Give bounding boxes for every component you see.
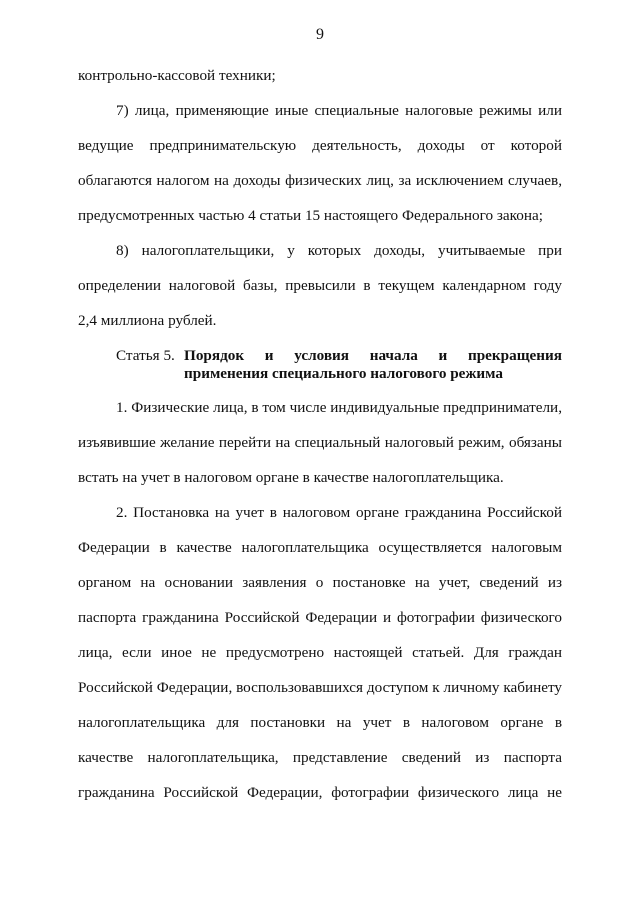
text-line: 2,4 миллиона рублей. [78, 312, 217, 329]
text-line: встать на учет в налоговом органе в качестве налогоплательщика. [78, 469, 504, 486]
text-line: облагаются налогом на доходы физических лиц, за исключением случаев, [78, 172, 562, 189]
text-line: 1. Физические лица, в том числе индивидуальные предприниматели, [116, 399, 562, 416]
text-line: Российской Федерации, воспользовавшихся доступом к личному кабинету [78, 679, 562, 696]
text-line: Федерации в качестве налогоплательщика осуществляется налоговым [78, 539, 562, 556]
text-line: ведущие предпринимательскую деятельность, доходы от которой [78, 137, 562, 154]
page-number: 9 [316, 26, 324, 43]
text-line: 8) налогоплательщики, у которых доходы, учитываемые при [116, 242, 562, 259]
text-line: качестве налогоплательщика, представление сведений из паспорта [78, 749, 562, 766]
article-title-line: Порядок и условия начала и прекращения [184, 347, 562, 364]
text-line: контрольно-кассовой техники; [78, 67, 276, 84]
text-line: 7) лица, применяющие иные специальные налоговые режимы или [116, 102, 562, 119]
article-title-line: применения специального налогового режима [184, 365, 504, 382]
text-line: органом на основании заявления о постановке на учет, сведений из [78, 574, 562, 591]
text-line: лица, если иное не предусмотрено настоящей статьей. Для граждан [78, 644, 562, 661]
text-line: 2. Постановка на учет в налоговом органе гражданина Российской [116, 504, 562, 521]
text-line: определении налоговой базы, превысили в текущем календарном году [78, 277, 562, 294]
text-line: паспорта гражданина Российской Федерации и фотографии физического [78, 609, 562, 626]
article-label: Статья 5. [116, 347, 175, 364]
text-line: изъявившие желание перейти на специальный налоговый режим, обязаны [78, 434, 562, 451]
text-line: предусмотренных частью 4 статьи 15 настоящего Федерального закона; [78, 207, 543, 224]
text-line: гражданина Российской Федерации, фотографии физического лица не [78, 784, 562, 801]
text-line: налогоплательщика для постановки на учет в налоговом органе в [78, 714, 562, 731]
